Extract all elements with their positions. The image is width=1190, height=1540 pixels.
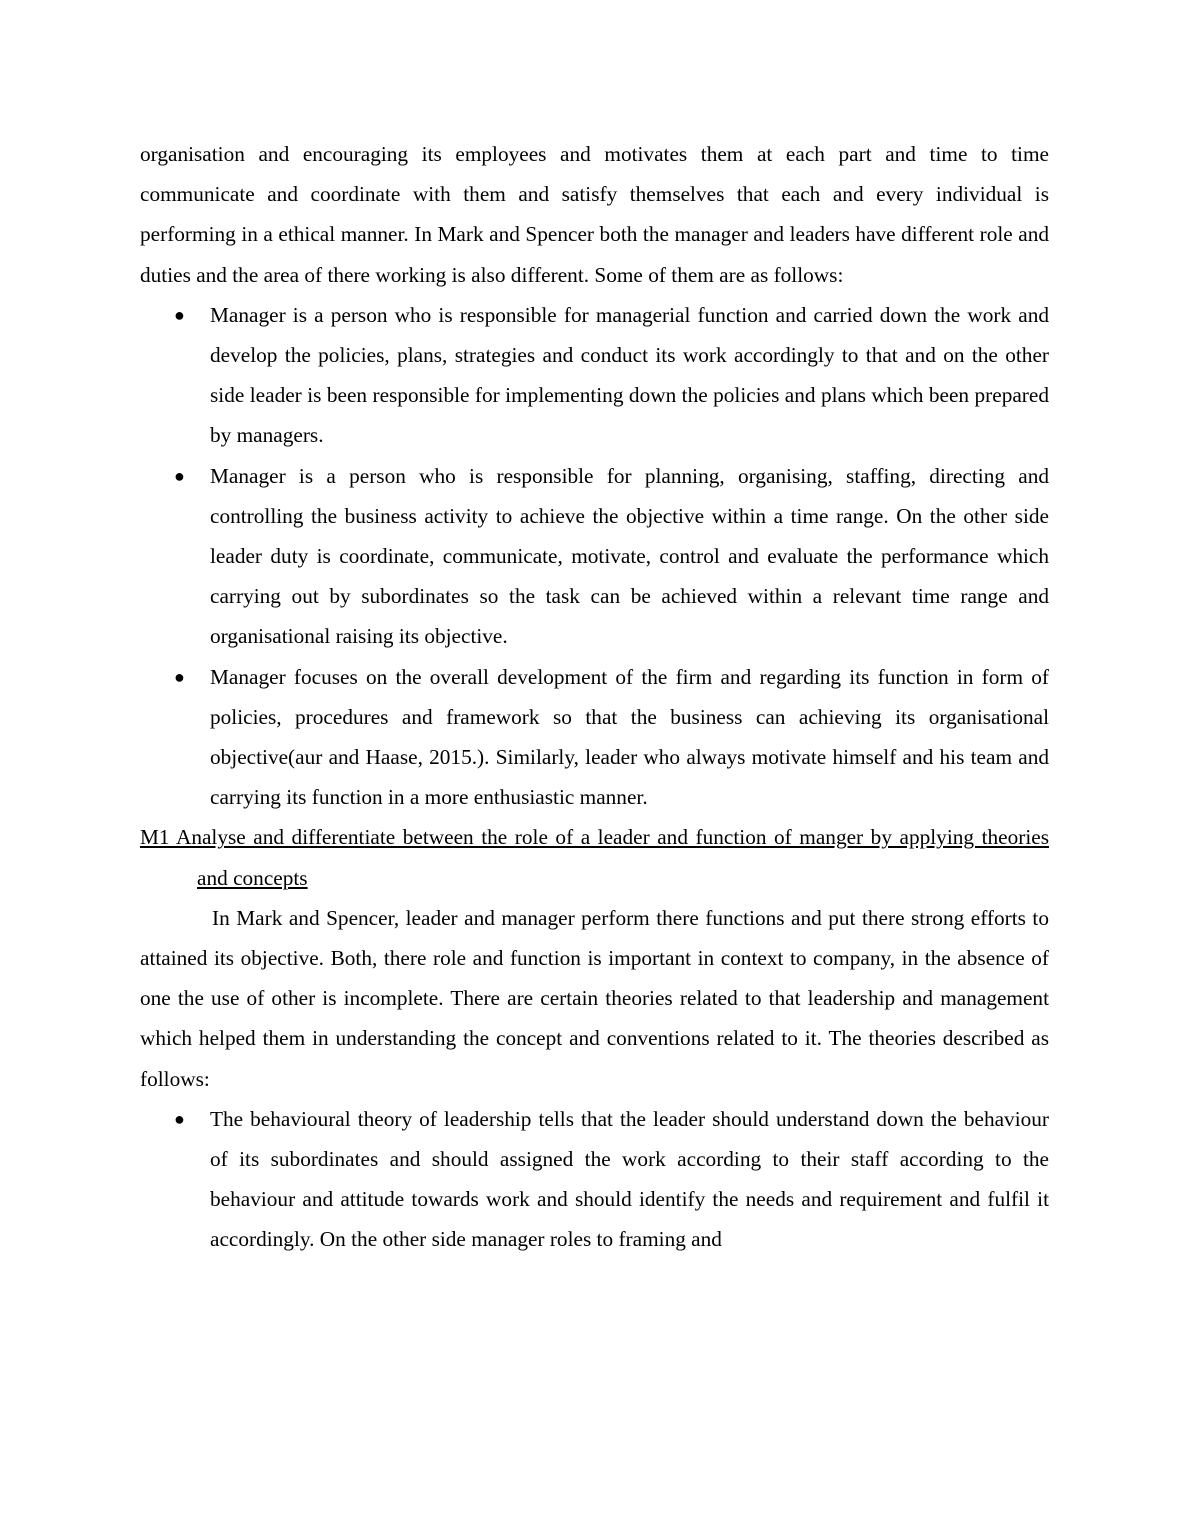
list-item [140, 1099, 1049, 1260]
list-item [140, 295, 1049, 456]
list-item [140, 657, 1049, 818]
list-item-text: The behavioural theory of leadership tells that the leader should understand down the behaviour of its subordinates and should assigned the work according to their staff according to the behaviour and attitude towards work and should identify the needs and requirement and fulfil it accordingly. On the other side manager roles to framing and [210, 1106, 1049, 1252]
list-item-text: Manager focuses on the overall development of the firm and regarding its function in form of policies, procedures and framework so that the business can achieving its organisational objective(aur and Haase, 2015.). Similarly, leader who always motivate himself and his team and carrying its function in a more enthusiastic manner. [210, 664, 1049, 810]
bullet-icon: ● [174, 304, 185, 325]
list-item-text: Manager is a person who is responsible for managerial function and carried down the work and develop the policies, plans, strategies and conduct its work accordingly to that and on the other side leader is been responsible for implementing down the policies and plans which been prepared by managers. [210, 302, 1049, 448]
document-body [140, 134, 1049, 1260]
bullet-icon: ● [174, 666, 185, 687]
list-item-text: Manager is a person who is responsible for planning, organising, staffing, directing and controlling the business activity to achieve the objective within a time range. On the other side leader duty is coordinate, communicate, motivate, control and evaluate the performance which carrying out by subordinates so the task can be achieved within a relevant time range and organisational raising its objective. [210, 463, 1049, 649]
list-item [140, 456, 1049, 657]
bullet-list-roles [140, 295, 1049, 818]
bullet-icon: ● [174, 465, 185, 486]
bullet-icon: ● [174, 1108, 185, 1129]
bullet-list-theories [140, 1099, 1049, 1260]
section-paragraph: In Mark and Spencer, leader and manager perform there functions and put there strong efforts to attained its objective. Both, there role and function is important in context to company, in the absence of one the use of other is incomplete. There are certain theories related to that leadership and management which helped them in understanding the concept and conventions related to it. The theories described as follows: [140, 905, 1049, 1091]
intro-paragraph: organisation and encouraging its employees and motivates them at each part and time to time communicate and coordinate with them and satisfy themselves that each and every individual is performing in a ethical manner. In Mark and Spencer both the manager and leaders have different role and duties and the area of there working is also different. Some of them are as follows: [140, 142, 1049, 287]
section-heading: M1 Analyse and differentiate between the role of a leader and function of manger by applying theories and concepts [140, 825, 1049, 890]
